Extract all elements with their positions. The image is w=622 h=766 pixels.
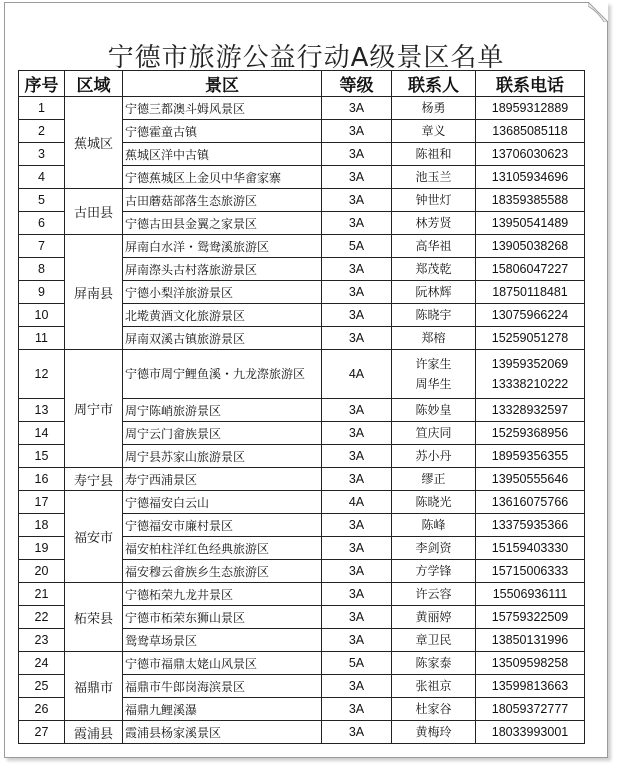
phone-cell (476, 445, 585, 468)
header-phone: 联系电话 (476, 71, 585, 97)
phone-cell (476, 212, 585, 235)
table-header-row (19, 71, 585, 97)
row-number: 19 (19, 537, 65, 560)
contact-cell (392, 652, 476, 675)
scenic-name-cell: 宁德福安市廉村景区 (123, 514, 322, 537)
level-cell: 3A (322, 445, 392, 468)
level-cell: 4A (322, 491, 392, 514)
region-cell: 福鼎市 (65, 652, 123, 721)
contact-cell (392, 629, 476, 652)
row-number: 20 (19, 560, 65, 583)
row-number: 13 (19, 399, 65, 422)
table-row (19, 97, 585, 120)
phone-cell (476, 629, 585, 652)
row-number: 23 (19, 629, 65, 652)
region-cell: 蕉城区 (65, 97, 123, 189)
row-number: 1 (19, 97, 65, 120)
row-number: 25 (19, 675, 65, 698)
phone-number: 18959356355 (491, 449, 569, 463)
scenic-name-cell: 屏南双溪古镇旅游景区 (123, 327, 322, 350)
phone-number: 15506936111 (492, 587, 568, 601)
scenic-name-cell: 周宁县苏家山旅游景区 (123, 445, 322, 468)
contact-cell (392, 281, 476, 304)
scenic-name-cell: 福鼎市牛郎岗海滨景区 (123, 675, 322, 698)
phone-cell (476, 560, 585, 583)
phone-number: 15259368956 (491, 426, 569, 440)
level-cell: 3A (322, 120, 392, 143)
phone-number: 13850131996 (491, 633, 569, 647)
row-number: 15 (19, 445, 65, 468)
contact-name: 苏小丹 (415, 449, 452, 463)
level-cell: 3A (322, 97, 392, 120)
phone-cell (476, 120, 585, 143)
contact-cell (392, 212, 476, 235)
phone-cell (476, 189, 585, 212)
contact-name: 高华祖 (415, 239, 452, 253)
contact-name: 章义 (421, 124, 446, 138)
row-number: 21 (19, 583, 65, 606)
contact-cell (392, 537, 476, 560)
table-row (19, 652, 585, 675)
phone-number: 15159403330 (491, 541, 569, 555)
contact-name: 陈晓宇 (415, 308, 452, 322)
contact-name: 李剑资 (415, 541, 452, 555)
scenic-name-cell: 宁德市周宁鲤鱼溪・九龙漈旅游区 (123, 350, 322, 399)
phone-number: 15806047227 (491, 262, 569, 276)
table-row (19, 235, 585, 258)
contact-cell (392, 514, 476, 537)
level-cell: 3A (322, 698, 392, 721)
level-cell: 3A (322, 468, 392, 491)
contact-name: 黄梅玲 (415, 725, 452, 739)
phone-cell (476, 235, 585, 258)
row-number: 16 (19, 468, 65, 491)
row-number: 24 (19, 652, 65, 675)
contact-name: 钟世灯 (415, 193, 452, 207)
phone-cell (476, 491, 585, 514)
scenic-name-cell: 宁德霍童古镇 (123, 120, 322, 143)
contact-name: 周华生 (415, 377, 452, 391)
contact-cell (392, 235, 476, 258)
scenic-name-cell: 屏南白水洋・鸳鸯溪旅游区 (123, 235, 322, 258)
row-number: 4 (19, 166, 65, 189)
row-number: 5 (19, 189, 65, 212)
contact-name: 笪庆同 (415, 426, 452, 440)
phone-cell (476, 304, 585, 327)
row-number: 8 (19, 258, 65, 281)
table-row (19, 468, 585, 491)
phone-cell (476, 422, 585, 445)
row-number: 18 (19, 514, 65, 537)
contact-cell (392, 399, 476, 422)
scenic-name-cell: 古田蘑菇部落生态旅游区 (123, 189, 322, 212)
level-cell: 3A (322, 258, 392, 281)
header-level: 等级 (322, 71, 392, 97)
header-area: 区域 (65, 71, 123, 97)
phone-cell (476, 143, 585, 166)
phone-number: 13905038268 (491, 239, 569, 253)
row-number: 22 (19, 606, 65, 629)
contact-name: 章卫民 (415, 633, 452, 647)
scenic-name-cell: 寿宁西浦景区 (123, 468, 322, 491)
contact-cell (392, 698, 476, 721)
contact-name: 陈晓光 (415, 495, 452, 509)
phone-cell (476, 698, 585, 721)
contact-cell (392, 721, 476, 744)
phone-cell (476, 537, 585, 560)
contact-name: 阮林辉 (415, 285, 452, 299)
row-number: 14 (19, 422, 65, 445)
table-row (19, 350, 585, 399)
contact-cell (392, 97, 476, 120)
contact-name: 池玉兰 (415, 170, 452, 184)
contact-name: 方学锋 (415, 564, 452, 578)
scenic-name-cell: 福鼎九鲤溪瀑 (123, 698, 322, 721)
scenic-name-cell: 福安穆云畲族乡生态旅游区 (123, 560, 322, 583)
level-cell: 3A (322, 304, 392, 327)
phone-cell (476, 468, 585, 491)
level-cell: 3A (322, 166, 392, 189)
phone-cell (476, 166, 585, 189)
row-number: 10 (19, 304, 65, 327)
region-cell: 古田县 (65, 189, 123, 235)
contact-name: 黄丽婷 (415, 610, 452, 624)
row-number: 11 (19, 327, 65, 350)
scenic-name-cell: 宁德柘荣九龙井景区 (123, 583, 322, 606)
phone-number: 15715006333 (491, 564, 569, 578)
contact-name: 郑榕 (421, 331, 446, 345)
level-cell: 3A (322, 675, 392, 698)
contact-cell (392, 120, 476, 143)
scenic-name-cell: 宁德三都澳斗姆风景区 (123, 97, 322, 120)
contact-cell (392, 583, 476, 606)
phone-cell (476, 675, 585, 698)
contact-cell (392, 350, 476, 399)
level-cell: 5A (322, 652, 392, 675)
scenic-name-cell: 宁德小梨洋旅游景区 (123, 281, 322, 304)
scenic-list-table (18, 70, 585, 744)
level-cell: 3A (322, 422, 392, 445)
contact-cell (392, 606, 476, 629)
region-cell: 霞浦县 (65, 721, 123, 744)
contact-name: 林芳贤 (415, 216, 452, 230)
contact-name: 许云容 (415, 587, 452, 601)
row-number: 2 (19, 120, 65, 143)
level-cell: 3A (322, 629, 392, 652)
phone-cell (476, 281, 585, 304)
phone-cell (476, 721, 585, 744)
phone-number: 18059372777 (491, 702, 569, 716)
contact-name: 陈妙皇 (415, 403, 452, 417)
contact-cell (392, 675, 476, 698)
scenic-name-cell: 北墘黄酒文化旅游景区 (123, 304, 322, 327)
contact-name: 张祖京 (415, 679, 452, 693)
level-cell: 3A (322, 281, 392, 304)
row-number: 6 (19, 212, 65, 235)
phone-number: 13599813663 (491, 679, 569, 693)
contact-cell (392, 166, 476, 189)
contact-name: 缪正 (421, 472, 446, 486)
phone-number: 13706030623 (491, 147, 569, 161)
contact-name: 郑茂乾 (415, 262, 452, 276)
phone-cell (476, 583, 585, 606)
contact-name: 杨勇 (421, 101, 446, 115)
contact-cell (392, 445, 476, 468)
level-cell: 5A (322, 235, 392, 258)
table-row (19, 583, 585, 606)
level-cell: 3A (322, 537, 392, 560)
scenic-name-cell: 屏南漈头古村落旅游景区 (123, 258, 322, 281)
contact-name: 陈峰 (421, 518, 446, 532)
phone-number: 13959352069 (491, 357, 569, 371)
contact-cell (392, 491, 476, 514)
scenic-name-cell: 宁德蕉城区上金贝中华畲家寨 (123, 166, 322, 189)
header-contact: 联系人 (392, 71, 476, 97)
contact-cell (392, 258, 476, 281)
scenic-name-cell: 宁德市福鼎太姥山风景区 (123, 652, 322, 675)
level-cell: 3A (322, 189, 392, 212)
level-cell: 3A (322, 606, 392, 629)
phone-number: 13509598258 (491, 656, 569, 670)
region-cell: 寿宁县 (65, 468, 123, 491)
level-cell: 3A (322, 327, 392, 350)
scenic-name-cell: 福安柏柱洋红色经典旅游区 (123, 537, 322, 560)
table-body (19, 97, 585, 744)
phone-cell (476, 652, 585, 675)
row-number: 17 (19, 491, 65, 514)
phone-number: 13950541489 (491, 216, 569, 230)
phone-cell (476, 399, 585, 422)
contact-cell (392, 560, 476, 583)
phone-number: 18750118481 (492, 285, 568, 299)
level-cell: 3A (322, 560, 392, 583)
contact-cell (392, 422, 476, 445)
phone-number: 13616075766 (491, 495, 569, 509)
level-cell: 3A (322, 399, 392, 422)
table-row (19, 189, 585, 212)
phone-cell (476, 350, 585, 399)
scenic-name-cell: 宁德古田县金翼之家景区 (123, 212, 322, 235)
phone-number: 13328932597 (491, 403, 569, 417)
scenic-name-cell: 霞浦县杨家溪景区 (123, 721, 322, 744)
scenic-name-cell: 周宁云门畲族景区 (123, 422, 322, 445)
phone-cell (476, 327, 585, 350)
level-cell: 3A (322, 721, 392, 744)
level-cell: 4A (322, 350, 392, 399)
contact-name: 杜家谷 (415, 702, 452, 716)
level-cell: 3A (322, 514, 392, 537)
table-row (19, 721, 585, 744)
level-cell: 3A (322, 143, 392, 166)
row-number: 7 (19, 235, 65, 258)
header-no: 序号 (19, 71, 65, 97)
scenic-name-cell: 蕉城区洋中古镇 (123, 143, 322, 166)
contact-cell (392, 468, 476, 491)
page-title: 宁德市旅游公益行动A级景区名单 (107, 43, 505, 73)
phone-number: 18033993001 (491, 725, 569, 739)
phone-cell (476, 258, 585, 281)
phone-number: 18359385588 (491, 193, 569, 207)
phone-number: 15259051278 (491, 331, 569, 345)
scenic-name-cell: 鸳鸯草场景区 (123, 629, 322, 652)
row-number: 27 (19, 721, 65, 744)
level-cell: 3A (322, 212, 392, 235)
page-corner-fold-icon (588, 2, 608, 22)
scenic-name-cell: 宁德福安白云山 (123, 491, 322, 514)
phone-number: 18959312889 (491, 101, 569, 115)
region-cell: 柘荣县 (65, 583, 123, 652)
phone-number: 13950555646 (491, 472, 569, 486)
table-row (19, 491, 585, 514)
phone-cell (476, 514, 585, 537)
row-number: 3 (19, 143, 65, 166)
row-number: 12 (19, 350, 65, 399)
phone-number: 13075966224 (491, 308, 569, 322)
contact-cell (392, 189, 476, 212)
contact-name: 陈祖和 (415, 147, 452, 161)
region-cell: 周宁市 (65, 350, 123, 468)
region-cell: 屏南县 (65, 235, 123, 350)
row-number: 9 (19, 281, 65, 304)
phone-number: 13105934696 (491, 170, 569, 184)
contact-cell (392, 327, 476, 350)
scenic-name-cell: 周宁陈峭旅游景区 (123, 399, 322, 422)
contact-cell (392, 143, 476, 166)
contact-name: 许家生 (415, 357, 452, 371)
contact-cell (392, 304, 476, 327)
level-cell: 3A (322, 583, 392, 606)
phone-number: 13375935366 (491, 518, 569, 532)
phone-number: 13338210222 (491, 377, 569, 391)
region-cell: 福安市 (65, 491, 123, 583)
phone-cell (476, 606, 585, 629)
phone-cell (476, 97, 585, 120)
phone-number: 15759322509 (491, 610, 569, 624)
scenic-name-cell: 宁德市柘荣东狮山景区 (123, 606, 322, 629)
contact-name: 陈家泰 (415, 656, 452, 670)
row-number: 26 (19, 698, 65, 721)
header-scenic: 景区 (123, 71, 322, 97)
phone-number: 13685085118 (492, 124, 568, 138)
